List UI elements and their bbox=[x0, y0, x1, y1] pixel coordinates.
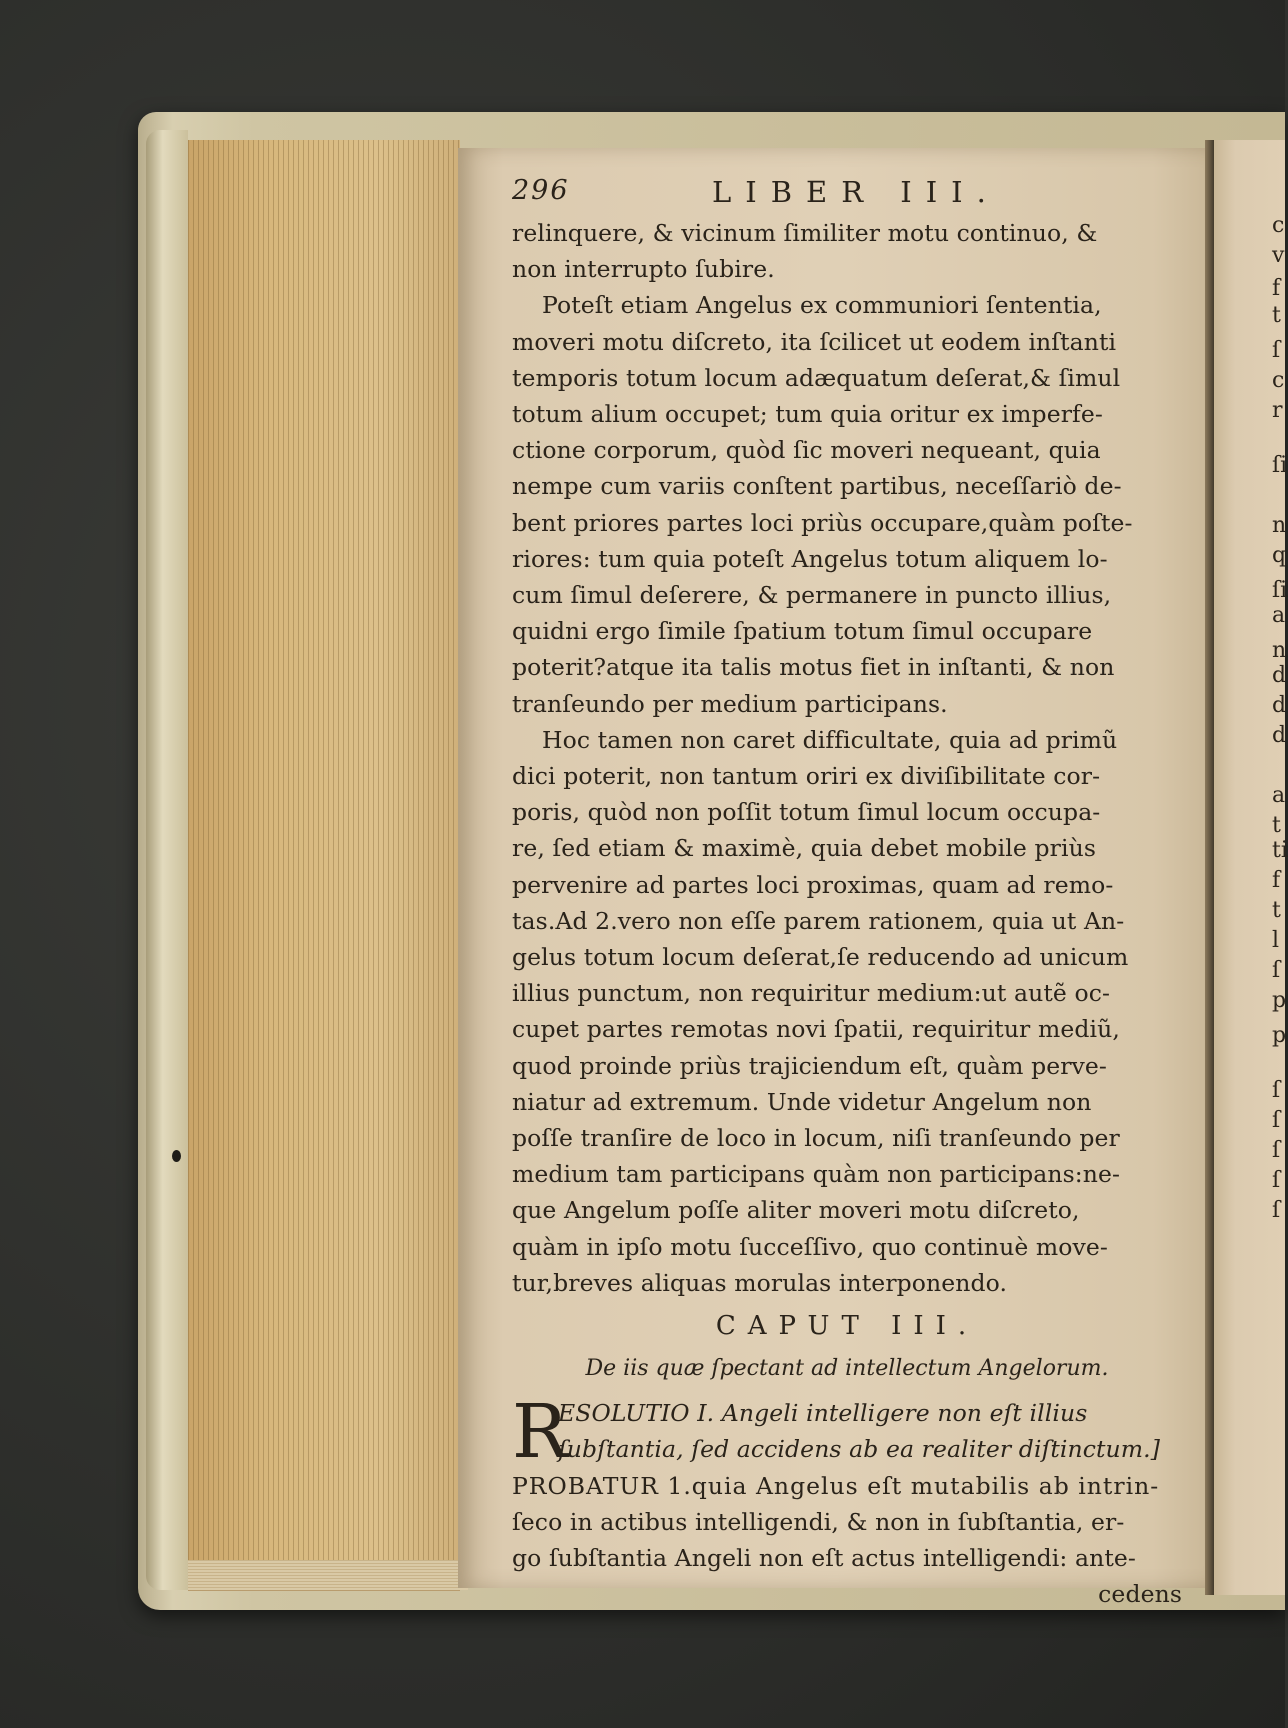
facing-page-letter: l bbox=[1272, 928, 1280, 953]
page-text bbox=[512, 175, 1182, 1612]
facing-page-letter: ſ bbox=[1272, 1168, 1281, 1193]
facing-page-letter: c bbox=[1272, 368, 1285, 393]
facing-page-letter: f bbox=[1272, 868, 1281, 893]
facing-page-letter: ſ bbox=[1272, 1078, 1281, 1103]
text-line: Hoc tamen non caret difficultate, quia ad primũ bbox=[542, 725, 1118, 754]
text-line: re, ſed etiam & maximè, quia debet mobile priùs bbox=[512, 834, 1096, 863]
facing-page-letter: a bbox=[1272, 783, 1286, 808]
text-line: quàm in ipſo motu ſucceſſivo, quo continuè move- bbox=[512, 1232, 1108, 1261]
text-line: temporis totum locum adæquatum deſerat,& ſimul bbox=[512, 363, 1121, 392]
facing-page-letter: n bbox=[1272, 513, 1287, 538]
facing-page-letter: p bbox=[1272, 988, 1287, 1013]
facing-page-letter: v bbox=[1272, 243, 1285, 268]
text-line: nempe cum variis conſtent partibus, neceſſariò de- bbox=[512, 472, 1122, 501]
text-line: riores: tum quia poteſt Angelus totum aliquem lo- bbox=[512, 544, 1108, 573]
running-head bbox=[512, 175, 1182, 215]
facing-page-letter: ſ bbox=[1272, 958, 1281, 983]
running-title: LIBER III. bbox=[712, 175, 1000, 209]
facing-page-letter: p bbox=[1272, 1023, 1287, 1048]
text-line: dici poterit, non tantum oriri ex diviſibilitate cor- bbox=[512, 762, 1101, 791]
facing-page-letter: d bbox=[1272, 723, 1287, 748]
facing-page-letter: ſi bbox=[1272, 578, 1288, 603]
text-line: que Angelum poſſe aliter moveri motu diſcreto, bbox=[512, 1196, 1080, 1225]
text-line: tranſeundo per medium participans. bbox=[512, 689, 948, 718]
page-fore-edge bbox=[188, 140, 460, 1591]
facing-page-letter: d bbox=[1272, 663, 1287, 688]
text-line: Poteſt etiam Angelus ex communiori ſententia, bbox=[542, 291, 1102, 320]
facing-page-letter: ti bbox=[1272, 838, 1288, 863]
facing-page-letter: f bbox=[1272, 276, 1281, 301]
text-line: quod proinde priùs trajiciendum eſt, quàm perve- bbox=[512, 1051, 1107, 1080]
resolution-line: ſubſtantia, ſed accidens ab ea realiter diſtinctum.] bbox=[558, 1435, 1161, 1464]
text-line: pervenire ad partes loci proximas, quam ad remo- bbox=[512, 870, 1114, 899]
facing-page-letter: ſ bbox=[1272, 1198, 1281, 1223]
resolution-block bbox=[512, 1389, 1182, 1476]
facing-page-letter: q bbox=[1272, 543, 1287, 568]
facing-page-letter: ſ bbox=[1272, 1138, 1281, 1163]
text-line: medium tam participans quàm non participans:ne- bbox=[512, 1160, 1121, 1189]
facing-page-letter: ſi bbox=[1272, 453, 1288, 478]
text-line: cupet partes remotas novi ſpatii, requiritur mediũ, bbox=[512, 1015, 1120, 1044]
proof-line: PROBATUR 1.quia Angelus eſt mutabilis ab intrin- bbox=[512, 1471, 1160, 1500]
spine-mark bbox=[172, 1150, 181, 1162]
catchword: cedens bbox=[1098, 1580, 1182, 1609]
facing-page-letter: a bbox=[1272, 603, 1286, 628]
text-line: cum ſimul deſerere, & permanere in puncto illius, bbox=[512, 581, 1112, 610]
chapter-heading: CAPUT III. bbox=[715, 1311, 979, 1342]
text-line: tas.Ad 2.vero non eſſe parem rationem, quia ut An- bbox=[512, 906, 1125, 935]
text-line: non interrupto ſubire. bbox=[512, 255, 775, 284]
chapter-subtitle: De iis quæ ſpectant ad intellectum Angelorum. bbox=[585, 1356, 1109, 1382]
facing-page-letter: t bbox=[1272, 303, 1281, 328]
text-line: quidni ergo ſimile ſpatium totum ſimul occupare bbox=[512, 617, 1093, 646]
resolution-line: ESOLUTIO I. Angeli intelligere non eſt illius bbox=[558, 1399, 1088, 1428]
text-line: illius punctum, non requiritur medium:ut autẽ oc- bbox=[512, 979, 1111, 1008]
facing-page-letter: c bbox=[1272, 213, 1285, 238]
text-line: relinquere, & vicinum ſimiliter motu continuo, & bbox=[512, 219, 1098, 247]
text-line: moveri motu diſcreto, ita ſcilicet ut eodem inſtanti bbox=[512, 327, 1117, 356]
text-line: ctione corporum, quòd ſic moveri nequeant, quia bbox=[512, 436, 1101, 465]
book-spine bbox=[146, 130, 188, 1590]
facing-page-letter: r bbox=[1272, 398, 1283, 423]
facing-page-letter: t bbox=[1272, 813, 1281, 838]
drop-capital: R bbox=[512, 1389, 568, 1476]
page-number: 296 bbox=[512, 175, 570, 206]
facing-page-letter: t bbox=[1272, 898, 1281, 923]
text-line: niatur ad extremum. Unde videtur Angelum non bbox=[512, 1087, 1092, 1116]
proof-line: ſeco in actibus intelligendi, & non in ſubſtantia, er- bbox=[512, 1507, 1125, 1536]
facing-page-letter: d bbox=[1272, 693, 1287, 718]
body-paragraphs bbox=[512, 215, 1182, 1301]
proof-line: go ſubſtantia Angeli non eſt actus intelligendi: ante- bbox=[512, 1543, 1136, 1572]
text-line: totum alium occupet; tum quia oritur ex imperfe- bbox=[512, 400, 1103, 429]
text-line: gelus totum locum deſerat,ſe reducendo ad unicum bbox=[512, 943, 1129, 972]
facing-page-letter: ſ bbox=[1272, 338, 1281, 363]
facing-page-letter: ſ bbox=[1272, 1108, 1281, 1133]
page-bottom-edge bbox=[188, 1560, 468, 1590]
text-line: bent priores partes loci priùs occupare,quàm poſte- bbox=[512, 508, 1133, 537]
text-line: poſſe tranſire de loco in locum, niſi tranſeundo per bbox=[512, 1124, 1120, 1153]
text-line: poterit?atque ita talis motus fiet in inſtanti, & non bbox=[512, 653, 1115, 682]
text-line: poris, quòd non poſſit totum ſimul locum occupa- bbox=[512, 798, 1101, 827]
text-line: tur,breves aliquas morulas interponendo. bbox=[512, 1268, 1008, 1297]
facing-page-letter: n bbox=[1272, 638, 1287, 663]
